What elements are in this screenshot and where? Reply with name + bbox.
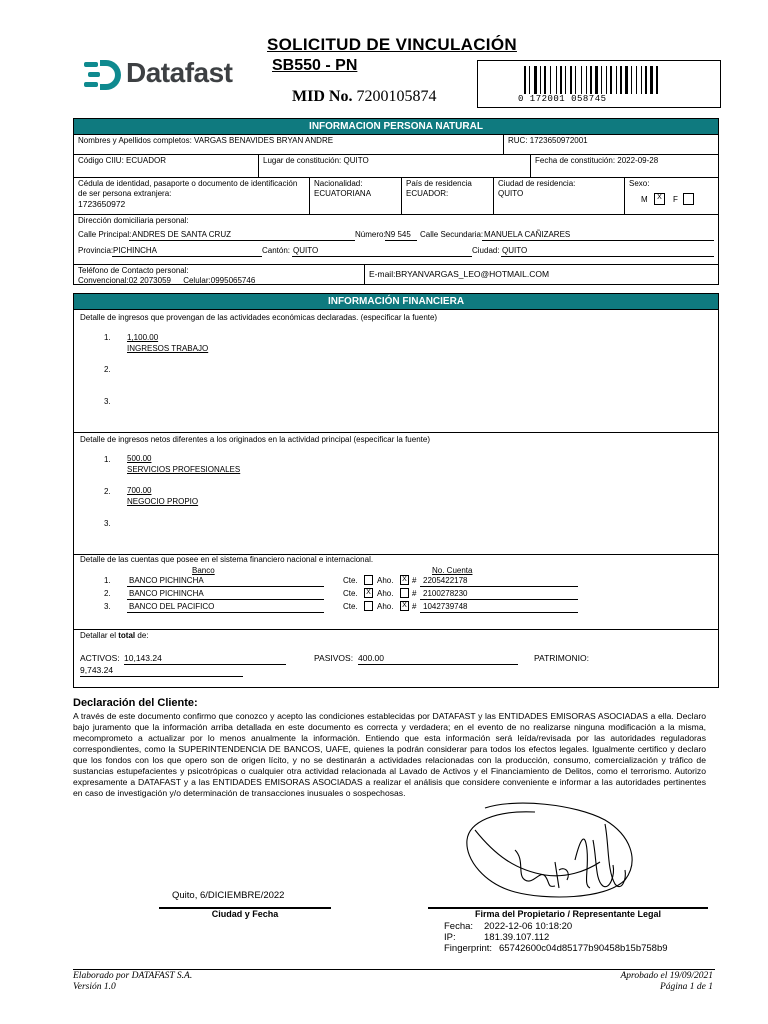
ip-value: 181.39.107.112 (484, 932, 550, 943)
barcode-bar (595, 66, 598, 94)
mid-number (292, 88, 436, 106)
pais-residencia-label: País de residencia (406, 179, 472, 188)
cuenta-numero-underline (420, 612, 578, 613)
cte-label: Cte. (343, 602, 358, 611)
barcode-bar (616, 66, 617, 94)
cuenta-numero: 2100278230 (423, 589, 468, 598)
pasivos-value: 400.00 (358, 653, 384, 663)
cte-checkbox[interactable] (364, 601, 373, 611)
persona-natural-header: INFORMACION PERSONA NATURAL (74, 119, 718, 135)
otro-num-1: 1. (104, 455, 111, 464)
nombres-field: Nombres y Apellidos completos: VARGAS BENAVIDES BRYAN ANDRE (74, 134, 504, 154)
otros-ingresos-block (74, 432, 718, 555)
numero-label: Número: (355, 230, 386, 239)
cuenta-numero: 2205422178 (423, 576, 468, 585)
nacionalidad-label: Nacionalidad: (314, 179, 363, 188)
barcode-bar (529, 66, 530, 94)
datafast-logo-text: Datafast (126, 57, 233, 88)
provincia-value: PICHINCHA (113, 246, 158, 255)
sexo-m-checkbox[interactable]: X (654, 193, 665, 205)
sexo-f-label: F (673, 195, 678, 204)
numero-value: N9 545 (385, 230, 411, 239)
ciudad-residencia-field (494, 177, 625, 214)
financiera-section (73, 293, 719, 688)
cuenta-numero-underline (420, 586, 578, 587)
hash-label: # (412, 589, 417, 598)
telefono-label: Teléfono de Contacto personal: (78, 266, 189, 275)
ciudad-residencia-value: QUITO (498, 189, 524, 198)
barcode-bar (606, 66, 607, 94)
cuenta-num: 1. (104, 576, 111, 585)
barcode-bar (620, 66, 622, 94)
fecha-value: 2022-12-06 10:18:20 (484, 921, 573, 932)
ruc-field: RUC: 1723650972001 (508, 136, 588, 145)
aho-label: Aho. (377, 589, 394, 598)
calle-secundaria-value: MANUELA CAÑIZARES (484, 230, 571, 239)
barcode-bar (656, 66, 658, 94)
barcode-bar (590, 66, 592, 94)
barcode-bar (560, 66, 562, 94)
fingerprint-label: Fingerprint: (444, 943, 493, 954)
total-label-post: de: (135, 631, 149, 640)
ingresos-block (74, 309, 718, 433)
aho-checkbox[interactable] (400, 588, 409, 598)
direccion-block (74, 214, 718, 265)
cuenta-banco-underline (127, 586, 324, 587)
barcode-bar (544, 66, 546, 94)
barcode-bar (570, 66, 572, 94)
fecha-label: Fecha: (444, 921, 474, 932)
ingreso-num-2: 2. (104, 365, 111, 374)
ciudad-fecha-label: Ciudad y Fecha (211, 909, 279, 919)
calle-principal-value: ANDRES DE SANTA CRUZ (132, 230, 231, 239)
sexo-field (625, 177, 718, 214)
cuentas-block (74, 554, 718, 630)
cuenta-num: 3. (104, 602, 111, 611)
barcode-bar (540, 66, 541, 94)
otro-fuente-1: SERVICIOS PROFESIONALES (127, 465, 241, 474)
cedula-label: Cédula de identidad, pasaporte o documento de identificación de ser persona extranjera: (78, 179, 298, 198)
aho-checkbox[interactable]: X (400, 575, 409, 585)
totales-block (74, 629, 718, 688)
barcode-bar (586, 66, 587, 94)
sexo-f-checkbox[interactable] (683, 193, 694, 205)
barcode-bar (550, 66, 551, 94)
barcode-bar (565, 66, 566, 94)
cuenta-banco-underline (127, 612, 324, 613)
mid-label: MID No. (292, 88, 353, 105)
pais-residencia-value: ECUADOR: (406, 189, 449, 198)
banco-column-header: Banco (192, 566, 215, 575)
activos-label: ACTIVOS: (80, 653, 120, 663)
barcode (477, 60, 721, 108)
cte-checkbox[interactable] (364, 575, 373, 585)
ciiu-field: Código CIIU: ECUADOR (74, 154, 259, 177)
persona-natural-section (73, 118, 719, 285)
otros-ingresos-label: Detalle de ingresos netos diferentes a los originados en la actividad principal (especificar la fuente) (80, 435, 430, 444)
total-label (80, 631, 148, 640)
telefono-field (74, 264, 365, 285)
cuenta-banco: BANCO DEL PACIFICO (129, 602, 215, 611)
declaracion-title: Declaración del Cliente: (73, 697, 198, 709)
aho-label: Aho. (377, 576, 394, 585)
ingreso-monto-1: 1,100.00 (127, 333, 159, 342)
calle-principal-label: Calle Principal: (78, 230, 132, 239)
cte-checkbox[interactable]: X (364, 588, 373, 598)
hash-label: # (412, 602, 417, 611)
convencional-value: Convencional:02 2073059 (78, 276, 171, 285)
pasivos-label: PASIVOS: (314, 653, 354, 663)
otro-fuente-2: NEGOCIO PROPIO (127, 497, 199, 506)
footer-pagina: Página 1 de 1 (659, 982, 713, 992)
fingerprint-value: 65742600c04d85177b90458b15b758b9 (499, 943, 668, 954)
barcode-bar (645, 66, 647, 94)
footer-version: Versión 1.0 (73, 982, 116, 992)
otro-num-3: 3. (104, 519, 111, 528)
cuenta-banco: BANCO PICHINCHA (129, 589, 204, 598)
datafast-logo-icon (84, 58, 124, 92)
lugar-constitucion-field: Lugar de constitución: QUITO (259, 154, 531, 177)
otro-num-2: 2. (104, 487, 111, 496)
lugar-fecha-value: Quito, 6/DICIEMBRE/2022 (172, 890, 285, 901)
barcode-bar (636, 66, 637, 94)
barcode-number: 0 172001 058745 (518, 94, 607, 104)
cuenta-numero: 1042739748 (423, 602, 468, 611)
activos-value: 10,143.24 (124, 653, 162, 663)
ingreso-fuente-1: INGRESOS TRABAJO (127, 344, 209, 353)
footer-aprobado: Aprobado el 19/09/2021 (620, 971, 713, 981)
direccion-label: Dirección domiciliaria personal: (78, 216, 189, 225)
email-field: E-mail:BRYANVARGAS_LEO@HOTMAIL.COM (369, 269, 550, 279)
cedula-field (74, 177, 310, 214)
barcode-bar (641, 66, 642, 94)
sexo-m-label: M (641, 195, 648, 204)
otro-monto-1: 500.00 (127, 454, 152, 463)
cuenta-num: 2. (104, 589, 111, 598)
ingreso-num-3: 3. (104, 397, 111, 406)
aho-checkbox[interactable]: X (400, 601, 409, 611)
canton-value: QUITO (293, 246, 319, 255)
barcode-bar (610, 66, 612, 94)
ciudad-residencia-label: Ciudad de residencia: (498, 179, 576, 188)
provincia-label: Provincia: (78, 246, 114, 255)
signature-image (455, 800, 655, 905)
calle-secundaria-label: Calle Secundaria: (420, 230, 484, 239)
footer-elaborado: Elaborado por DATAFAST S.A. (73, 971, 193, 981)
ingresos-label: Detalle de ingresos que provengan de las actividades económicas declaradas. (especificar la fuente) (80, 313, 438, 322)
total-label-bold: total (118, 631, 136, 640)
document-title: SOLICITUD DE VINCULACIÓN (267, 35, 517, 54)
cuentas-label: Detalle de las cuentas que posee en el sistema financiero nacional e internacional. (80, 555, 374, 564)
barcode-bar (575, 66, 576, 94)
patrimonio-value: 9,743.24 (80, 665, 114, 675)
fecha-constitucion-field: Fecha de constitución: 2022-09-28 (535, 156, 659, 165)
cedula-value: 1723650972 (78, 199, 126, 209)
barcode-bar (581, 66, 582, 94)
financiera-header: INFORMACIÓN FINANCIERA (74, 294, 718, 310)
pais-residencia-field (402, 177, 494, 214)
form-code: SB550 - PN (272, 57, 358, 74)
aho-label: Aho. (377, 602, 394, 611)
total-label-pre: Detallar el (80, 631, 119, 640)
firma-label: Firma del Propietario / Representante Legal (474, 909, 662, 919)
barcode-bar (524, 66, 526, 94)
celular-value: Celular:0995065746 (183, 276, 256, 285)
nacionalidad-field (310, 177, 402, 214)
canton-label: Cantón: (262, 246, 291, 255)
ciudad-label: Ciudad: (472, 246, 500, 255)
cuenta-column-header: No. Cuenta (432, 566, 473, 575)
nacionalidad-value: ECUATORIANA (314, 189, 372, 198)
barcode-bar (650, 66, 653, 94)
patrimonio-label: PATRIMONIO: (534, 653, 589, 663)
cte-label: Cte. (343, 589, 358, 598)
barcode-bar (625, 66, 628, 94)
declaracion-text: A través de este documento confirmo que conozco y acepto las condiciones establecidas por DATAFAST y las ENTIDADES EMISORAS ASOCIADAS a ella. Declaro bajo juramento que la información arriba detallada en este documento es correcta y verdadera; en el evento de no realizarse ninguna modificación a la misma, mecomprometo a actualizar por lo menos anualmente la información. Entiendo que esta información será leída/revisada por las autoridades reguladoras correspondientes, como la SUPERINTENDENCIA DE BANCOS, UAFE, quienes la podrán considerar para todos los efectos legales. Igualmente certifico y declaro que los fondos con los que opero son de origen lícito, y no se destinarán a actividades relacionadas con la producción, consumo, comercialización y tráfico de sustancias estupefacientes y psicotrópicas o cualquier otra actividad relacionada al Lavado de Activos y el Financiamiento de Delitos, como el terrorismo. Autorizo expresamente a DATAFAST y a las ENTIDADES EMISORAS ASOCIADAS a realizar el análisis que considere conveniente e informar a las autoridades pertinentes en caso de investigación y/o determinación de transacciones inusuales o sospechosas. (73, 711, 706, 798)
otro-monto-2: 700.00 (127, 486, 152, 495)
cuenta-numero-underline (420, 599, 578, 600)
hash-label: # (412, 576, 417, 585)
sexo-label: Sexo: (629, 179, 650, 188)
barcode-bar (601, 66, 602, 94)
barcode-bar (556, 66, 557, 94)
ciudad-value: QUITO (502, 246, 528, 255)
ip-label: IP: (444, 932, 456, 943)
ingreso-num-1: 1. (104, 333, 111, 342)
mid-value: 7200105874 (356, 88, 437, 105)
barcode-bar (631, 66, 632, 94)
barcode-bar (534, 66, 537, 94)
cuenta-banco: BANCO PICHINCHA (129, 576, 204, 585)
cte-label: Cte. (343, 576, 358, 585)
cuenta-banco-underline (127, 599, 324, 600)
